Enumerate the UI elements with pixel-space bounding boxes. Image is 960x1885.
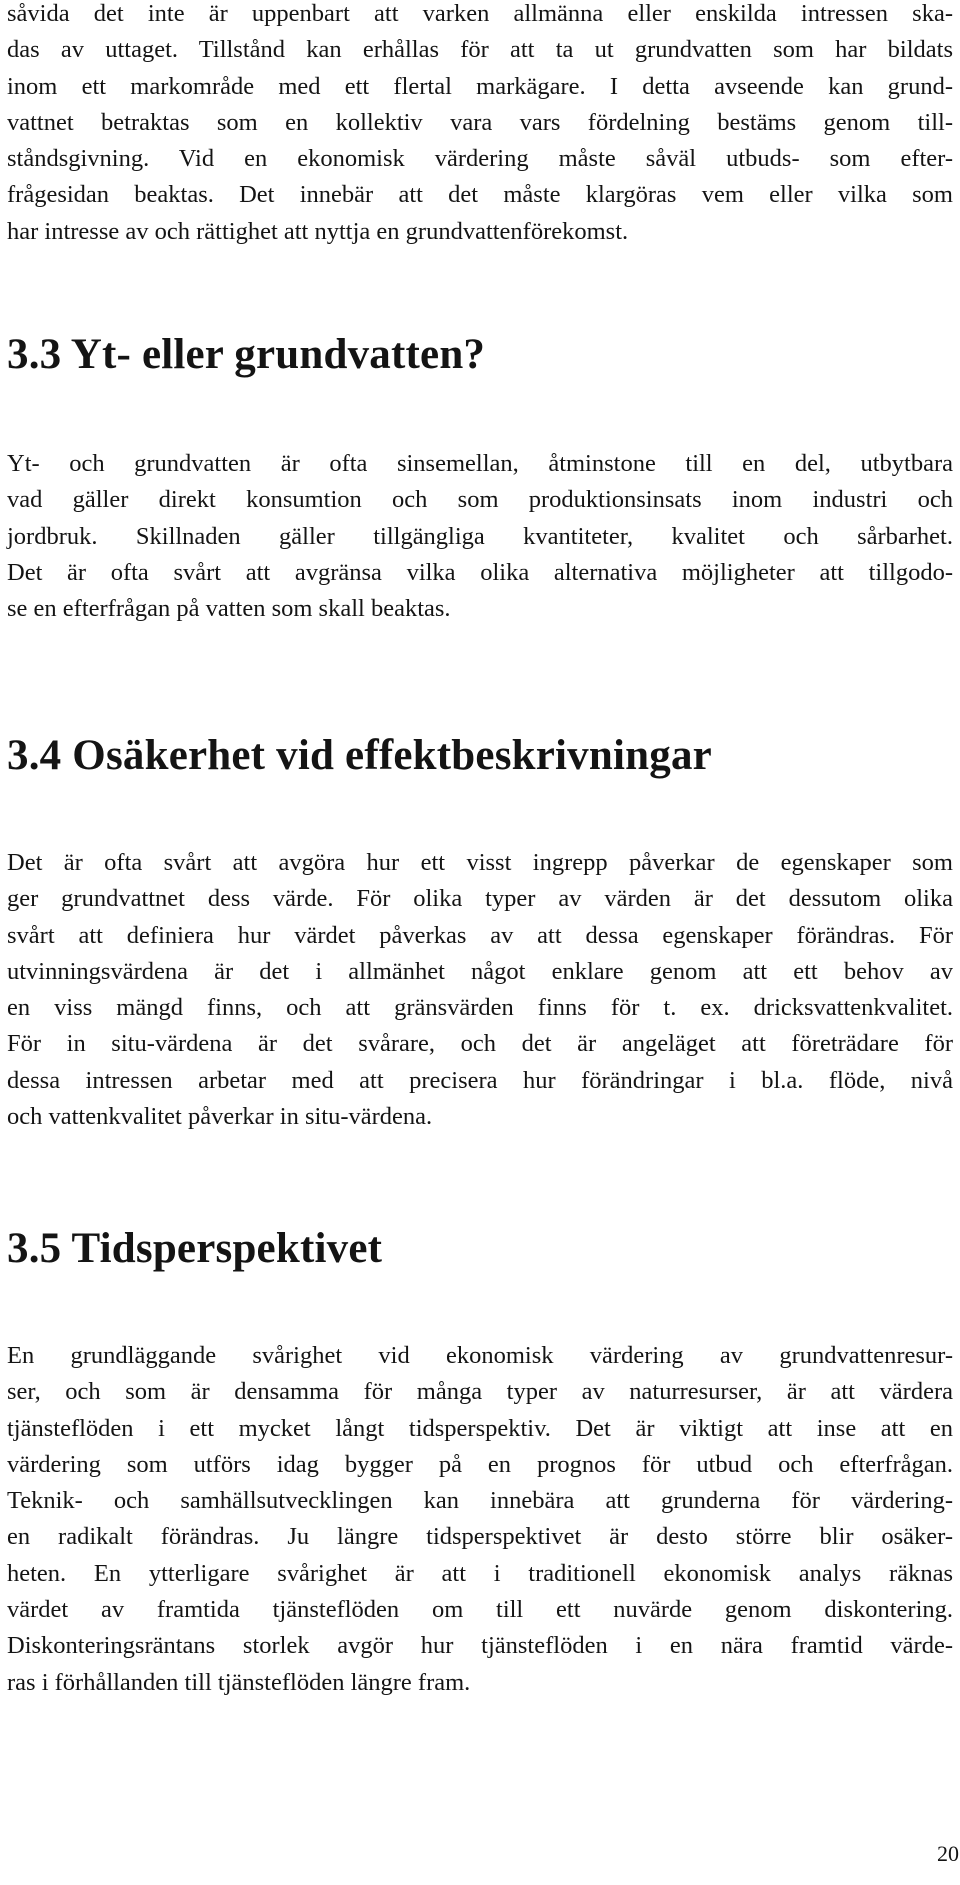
text-line: Diskonteringsräntans storlek avgör hur tjänsteflöden i en nära framtid värde-: [7, 1632, 953, 1660]
text-line: värdet av framtida tjänsteflöden om till ett nuvärde genom diskontering.: [7, 1596, 953, 1624]
text-line: har intresse av och rättighet att nyttja en grundvattenförekomst.: [7, 217, 629, 245]
text-line: tjänsteflöden i ett mycket långt tidsperspektiv. Det är viktigt att inse att en: [7, 1414, 953, 1442]
text-line: vad gäller direkt konsumtion och som produktionsinsats inom industri och: [7, 486, 953, 514]
text-line: en radikalt förändras. Ju längre tidsperspektivet är desto större blir osäker-: [7, 1523, 953, 1551]
text-line: och vattenkvalitet påverkar in situ-värdena.: [7, 1103, 433, 1131]
page-number: 20: [937, 1841, 959, 1866]
text-line: se en efterfrågan på vatten som skall beaktas.: [7, 595, 451, 623]
text-line: inom ett markområde med ett flertal markägare. I detta avseende kan grund-: [7, 72, 953, 100]
text-line: Teknik- och samhällsutvecklingen kan innebära att grunderna för värdering-: [7, 1487, 953, 1515]
text-line: ger grundvattnet dess värde. För olika typer av värden är det dessutom olika: [7, 885, 953, 913]
text-line: das av uttaget. Tillstånd kan erhållas för att ta ut grundvatten som har bildats: [7, 36, 953, 64]
text-line: Det är ofta svårt att avgöra hur ett visst ingrepp påverkar de egenskaper som: [7, 849, 953, 876]
text-line: värdering som utförs idag bygger på en prognos för utbud och efterfrågan.: [7, 1450, 953, 1478]
section-3-4-paragraph: [7, 845, 953, 1135]
text-line: jordbruk. Skillnaden gäller tillgängliga kvantiteter, kvalitet och sårbarhet.: [7, 522, 953, 550]
text-line: Yt- och grundvatten är ofta sinsemellan, åtminstone till en del, utbytbara: [7, 450, 953, 477]
section-heading-3-4: 3.4 Osäkerhet vid effektbeskrivningar: [7, 732, 712, 779]
intro-paragraph: [7, 0, 953, 250]
text-line: vattnet betraktas som en kollektiv vara vars fördelning bestäms genom till-: [7, 108, 953, 136]
text-line: För in situ-värdena är det svårare, och det är angeläget att företrädare för: [7, 1030, 953, 1058]
text-line: heten. En ytterligare svårighet är att i traditionell ekonomisk analys räknas: [7, 1559, 953, 1587]
text-line: utvinningsvärdena är det i allmänhet något enklare genom att ett behov av: [7, 957, 953, 985]
text-line: dessa intressen arbetar med att precisera hur förändringar i bl.a. flöde, nivå: [7, 1066, 953, 1094]
section-heading-3-3: 3.3 Yt- eller grundvatten?: [7, 331, 486, 378]
text-line: såvida det inte är uppenbart att varken allmänna eller enskilda intressen ska-: [7, 0, 953, 27]
text-line: en viss mängd finns, och att gränsvärden finns för t. ex. dricksvattenkvalitet.: [7, 994, 953, 1022]
text-line: svårt att definiera hur värdet påverkas av att dessa egenskaper förändras. För: [7, 921, 953, 949]
text-line: Det är ofta svårt att avgränsa vilka olika alternativa möjligheter att tillgodo-: [7, 558, 953, 586]
text-line: ser, och som är densamma för många typer av naturresurser, är att värdera: [7, 1378, 953, 1406]
section-heading-3-5: 3.5 Tidsperspektivet: [7, 1225, 383, 1272]
text-line: En grundläggande svårighet vid ekonomisk värdering av grundvattenresur-: [7, 1342, 953, 1369]
section-3-5-paragraph: [7, 1338, 953, 1701]
section-3-3-paragraph: [7, 446, 953, 627]
text-line: frågesidan beaktas. Det innebär att det måste klargöras vem eller vilka som: [7, 181, 953, 209]
text-line: ståndsgivning. Vid en ekonomisk värdering måste såväl utbuds- som efter-: [7, 145, 953, 173]
text-line: ras i förhållanden till tjänsteflöden längre fram.: [7, 1668, 471, 1696]
